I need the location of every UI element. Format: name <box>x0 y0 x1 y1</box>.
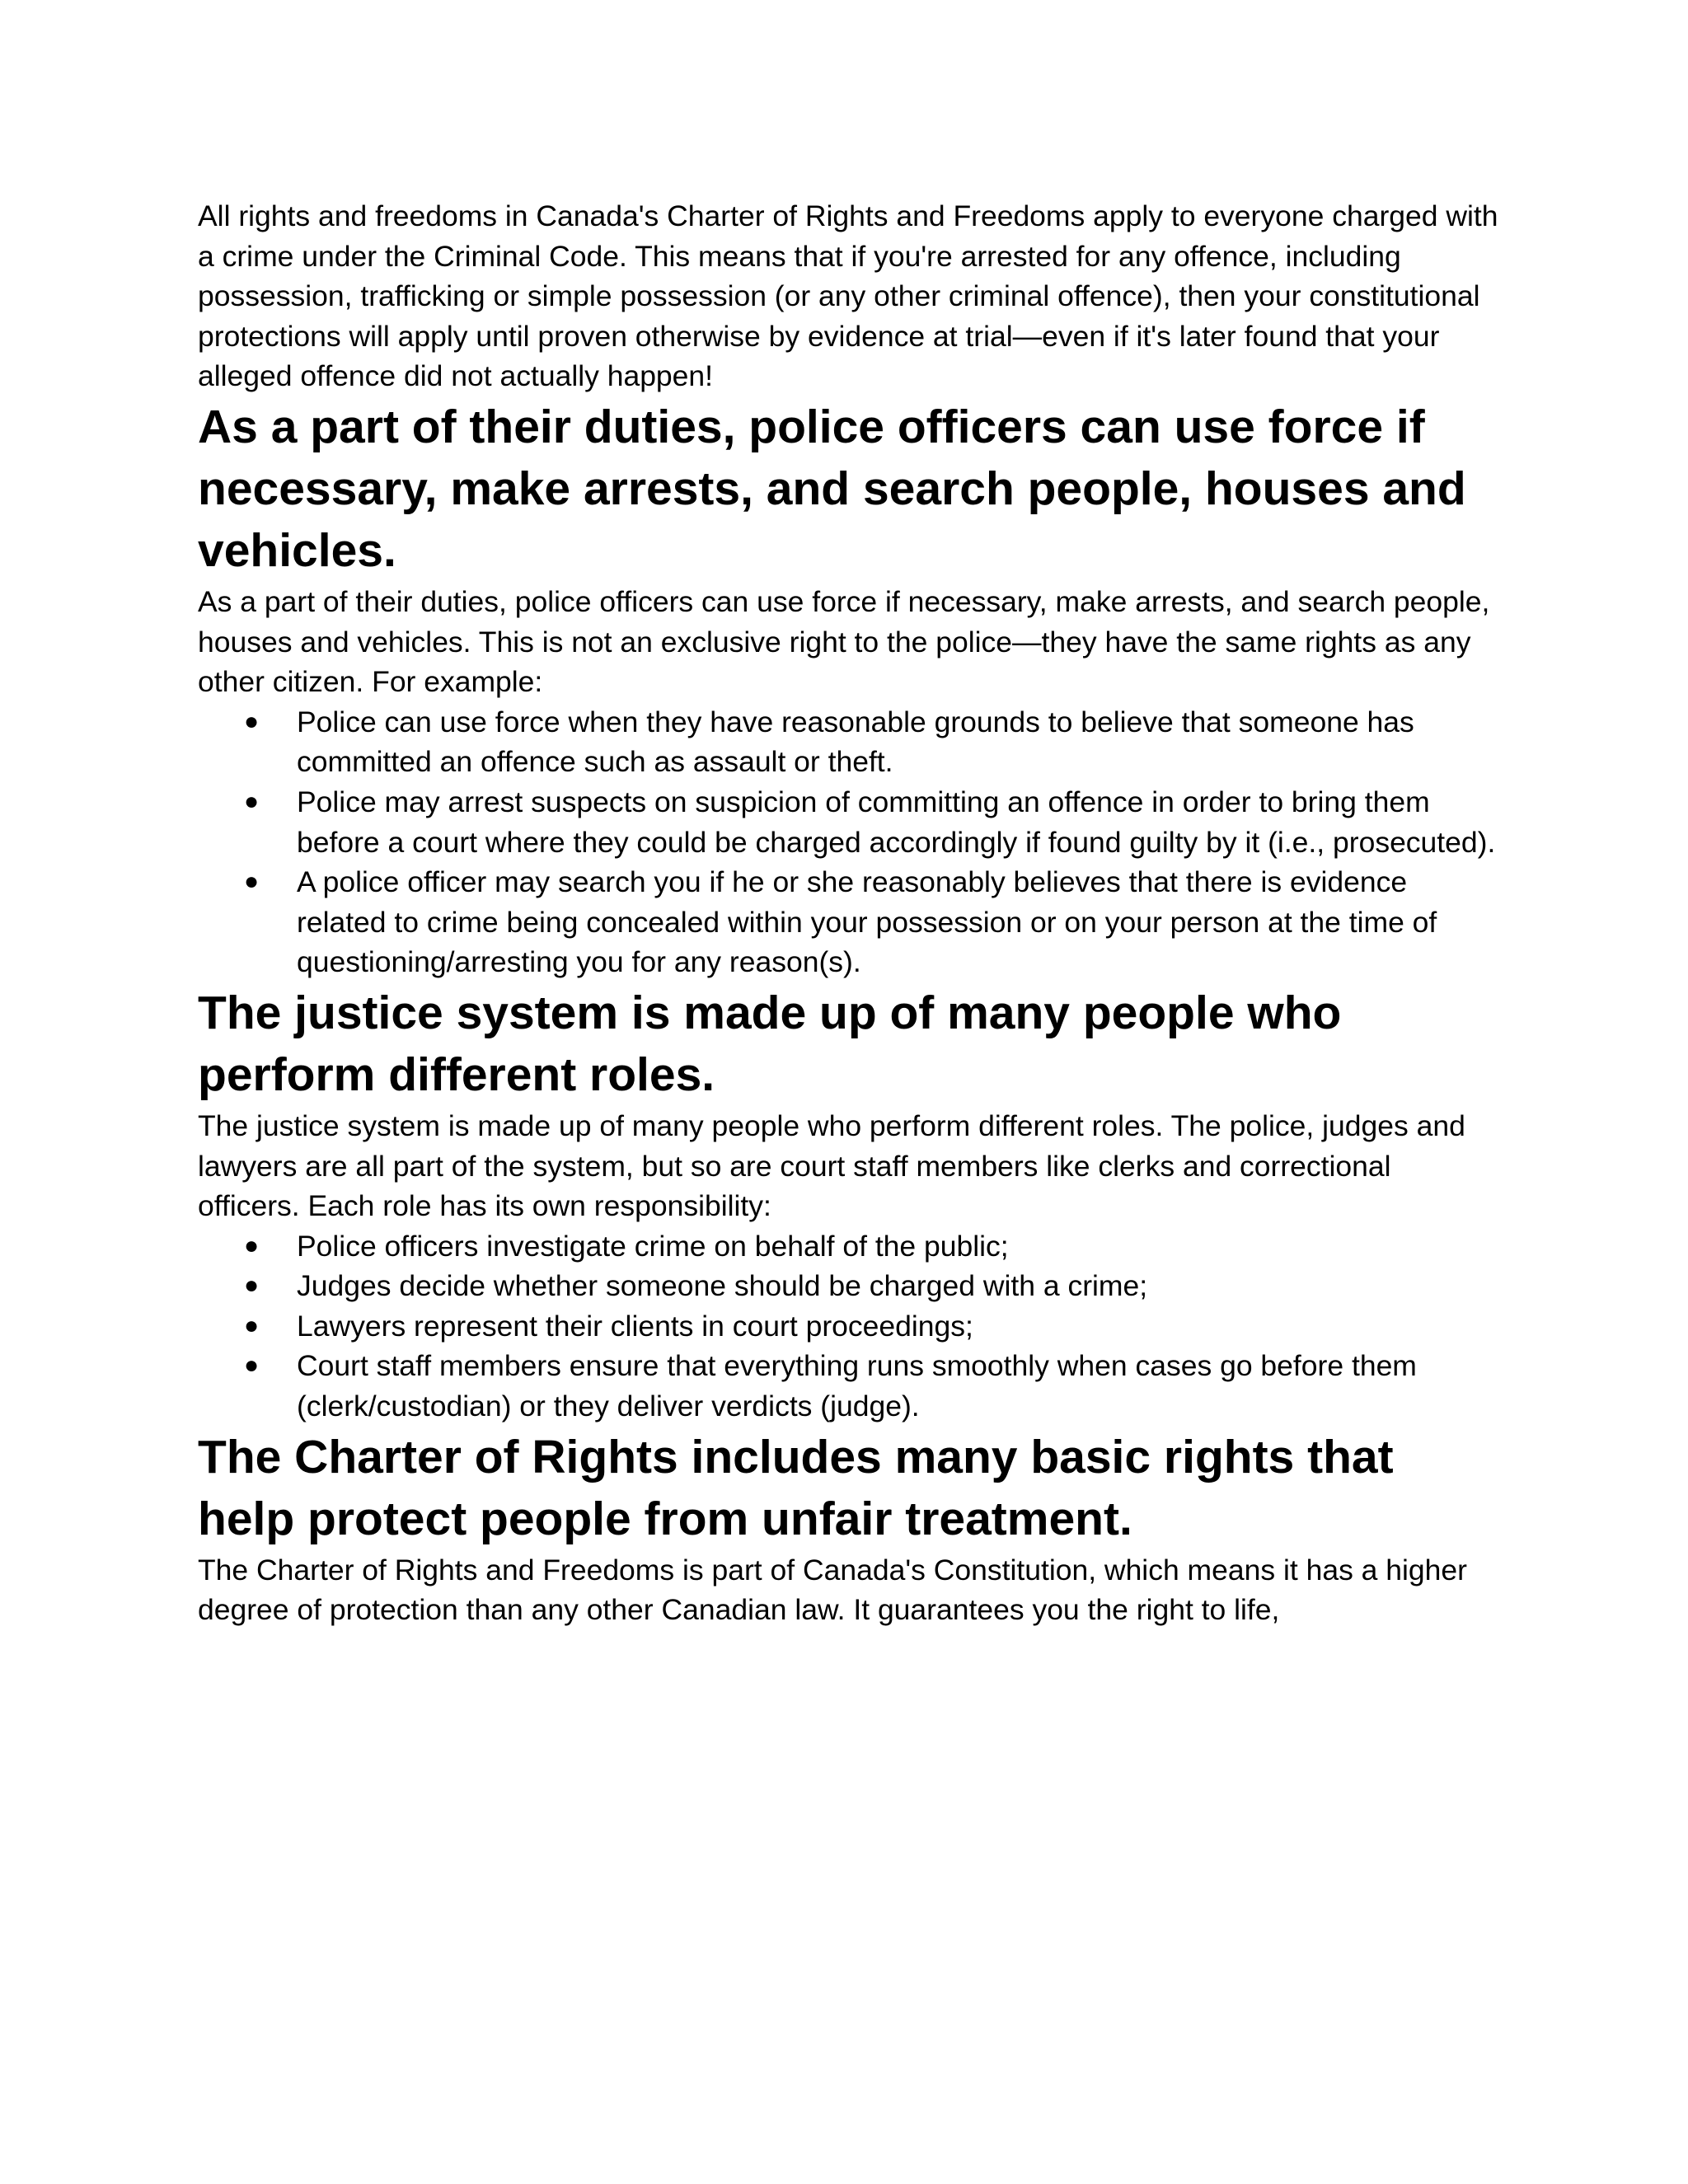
list-item <box>198 702 1500 782</box>
section-heading-charter: The Charter of Rights includes many basic rights that help protect people from unfair treatment. <box>198 1430 1394 1545</box>
list-item-text: Lawyers represent their clients in court proceedings; <box>297 1309 973 1343</box>
list-item <box>198 1306 1500 1347</box>
section-body-charter: The Charter of Rights and Freedoms is part of Canada's Constitution, which means it has a higher degree of protection than any other Canadian law. It guarantees you the right to life, <box>198 1553 1467 1627</box>
list-item-text: Police may arrest suspects on suspicion of committing an offence in order to bring them before a court where they could be charged accordingly if found guilty by it (i.e., prosecuted). <box>297 785 1496 859</box>
bullet-icon: ● <box>244 1352 260 1380</box>
list-item-text: A police officer may search you if he or she reasonably believes that there is evidence related to crime being concealed within your possession or on your person at the time of questioning/arresting you for any reason(s). <box>297 865 1437 979</box>
list-item-text: Police officers investigate crime on behalf of the public; <box>297 1229 1009 1263</box>
section-body-police-duties: As a part of their duties, police officers can use force if necessary, make arrests, and search people, houses and vehicles. This is not an exclusive right to the police—they have the same rights as any other citizen. For example: <box>198 584 1490 699</box>
list-item-text: Judges decide whether someone should be charged with a crime; <box>297 1269 1148 1303</box>
intro-paragraph: All rights and freedoms in Canada's Charter of Rights and Freedoms apply to everyone charged with a crime under the Criminal Code. This means that if you're arrested for any offence, including possession, trafficking or simple possession (or any other criminal offence), then your constitutional protections will apply until proven otherwise by evidence at trial—even if it's later found that your alleged offence did not actually happen! <box>198 199 1498 393</box>
document-page <box>198 196 1500 1630</box>
bullet-list-justice-roles <box>198 1226 1500 1427</box>
section-body-justice-system: The justice system is made up of many people who perform different roles. The police, judges and lawyers are all part of the system, but so are court staff members like clerks and correctional officers. Each role has its own responsibility: <box>198 1108 1465 1223</box>
list-item <box>198 862 1500 982</box>
section-heading-police-duties: As a part of their duties, police officers can use force if necessary, make arrests, and search people, houses and vehicles. <box>198 400 1466 577</box>
bullet-icon: ● <box>244 1231 260 1259</box>
list-item <box>198 1226 1500 1267</box>
bullet-icon: ● <box>244 1272 260 1300</box>
bullet-icon: ● <box>244 1311 260 1339</box>
bullet-icon: ● <box>244 787 260 815</box>
bullet-list-police-powers <box>198 702 1500 982</box>
section-heading-justice-system: The justice system is made up of many people who perform different roles. <box>198 986 1342 1101</box>
list-item-text: Court staff members ensure that everything runs smoothly when cases go before them (clerk/custodian) or they deliver verdicts (judge). <box>297 1349 1417 1423</box>
list-item-text: Police can use force when they have reasonable grounds to believe that someone has committed an offence such as assault or theft. <box>297 705 1414 779</box>
list-item <box>198 1346 1500 1426</box>
bullet-icon: ● <box>244 868 260 896</box>
list-item <box>198 1266 1500 1306</box>
bullet-icon: ● <box>244 707 260 735</box>
list-item <box>198 782 1500 862</box>
